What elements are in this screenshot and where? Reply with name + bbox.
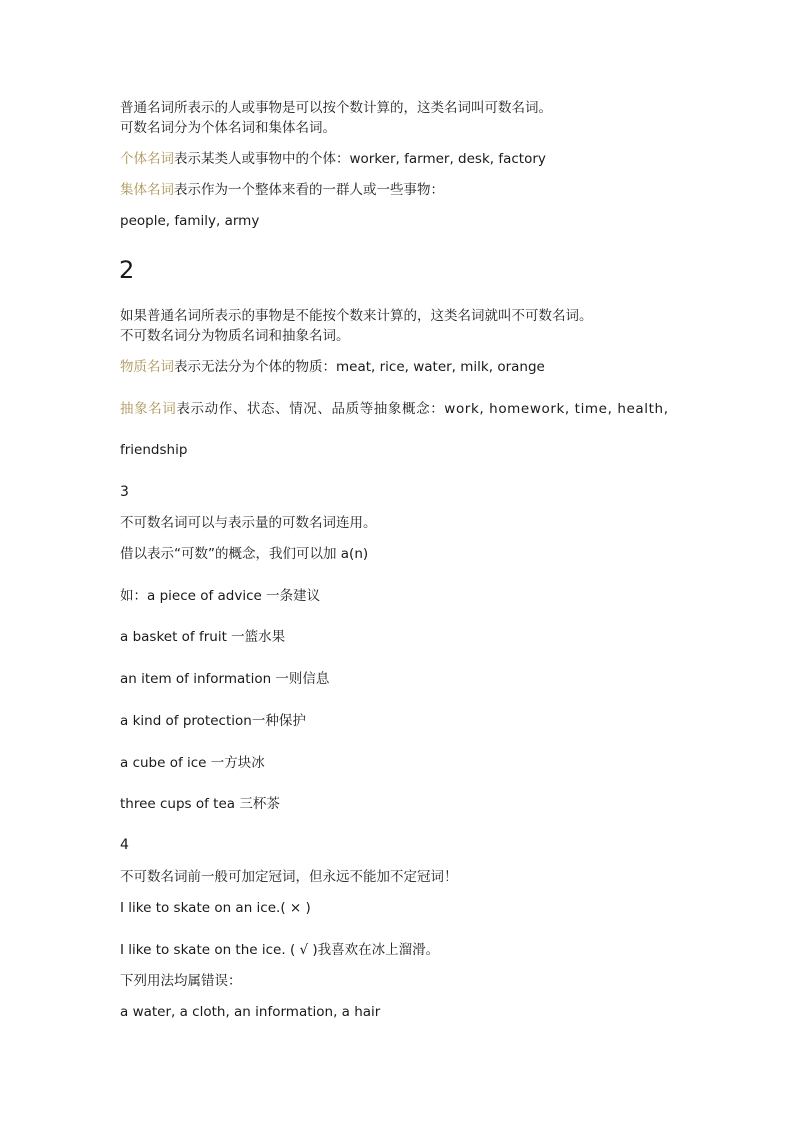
material-noun-text: 表示无法分为个体的物质：meat, rice, water, milk, orange xyxy=(174,359,545,375)
wrong-example: I like to skate on an ice.( × ) xyxy=(120,900,311,916)
collective-noun-term: 集体名词 xyxy=(120,182,174,198)
correct-example: I like to skate on the ice. ( √ )我喜欢在冰上溜滑。 xyxy=(120,942,440,958)
section2-heading: 2 xyxy=(119,256,135,284)
material-noun-term: 物质名词 xyxy=(120,359,174,375)
section2-intro-line1: 如果普通名词所表示的事物是不能按个数来计算的，这类名词就叫不可数名词。 xyxy=(120,308,593,324)
example-item: a kind of protection一种保护 xyxy=(120,713,306,729)
example-item: three cups of tea 三杯茶 xyxy=(120,796,280,812)
section1-intro-line2: 可数名词分为个体名词和集体名词。 xyxy=(120,120,336,136)
abstract-noun-continuation: friendship xyxy=(120,442,188,458)
section4-heading: 4 xyxy=(120,837,129,853)
example-item: an item of information 一则信息 xyxy=(120,671,330,687)
individual-noun-term: 个体名词 xyxy=(120,151,174,167)
errors-list: a water, a cloth, an information, a hair xyxy=(120,1004,381,1020)
section4-line1: 不可数名词前一般可加定冠词，但永远不能加不定冠词！ xyxy=(120,869,458,885)
abstract-noun-term: 抽象名词 xyxy=(120,401,177,417)
abstract-noun-text: 表示动作、状态、情况、品质等抽象概念：work, homework, time, health, xyxy=(176,401,669,417)
example-item: 如：a piece of advice 一条建议 xyxy=(120,588,321,604)
section1-intro-line1: 普通名词所表示的人或事物是可以按个数计算的，这类名词叫可数名词。 xyxy=(120,100,552,116)
section3-line2: 借以表示“可数”的概念，我们可以加 a(n) xyxy=(120,546,369,562)
individual-noun-definition xyxy=(120,150,546,168)
material-noun-definition xyxy=(120,358,545,376)
example-item: a cube of ice 一方块冰 xyxy=(120,755,265,771)
example-item: a basket of fruit 一篮水果 xyxy=(120,629,286,645)
collective-noun-examples: people, family, army xyxy=(120,213,260,229)
section2-intro-line2: 不可数名词分为物质名词和抽象名词。 xyxy=(120,328,350,344)
collective-noun-definition xyxy=(120,181,444,199)
collective-noun-text: 表示作为一个整体来看的一群人或一些事物： xyxy=(174,182,444,198)
section3-line1: 不可数名词可以与表示量的可数名词连用。 xyxy=(120,515,377,531)
section3-heading: 3 xyxy=(120,484,129,500)
errors-label: 下列用法均属错误： xyxy=(120,973,242,989)
individual-noun-text: 表示某类人或事物中的个体：worker, farmer, desk, factory xyxy=(174,151,546,167)
abstract-noun-definition xyxy=(120,400,669,418)
